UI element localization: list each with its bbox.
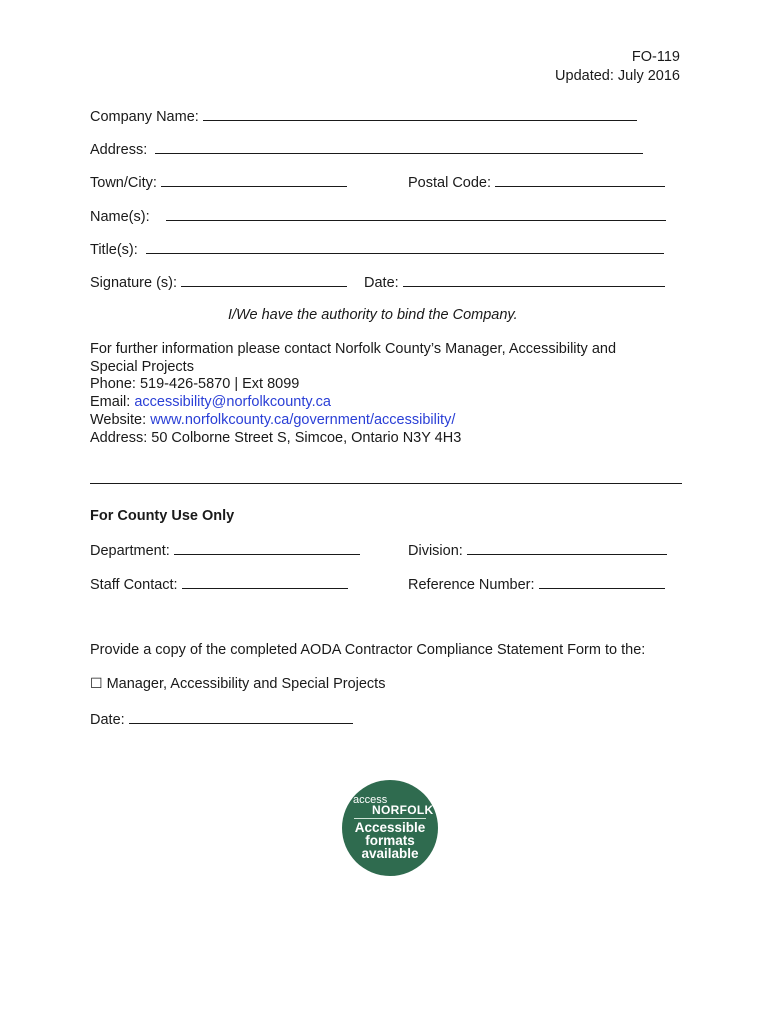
date-field[interactable] <box>403 272 665 287</box>
division-row <box>408 540 667 560</box>
norfolk-logo-text: NORFOLK <box>372 803 434 817</box>
company-name-row <box>90 106 637 126</box>
reference-number-field[interactable] <box>539 574 665 589</box>
staff-contact-label: Staff Contact: <box>90 577 178 593</box>
provide-date-field[interactable] <box>129 709 353 724</box>
division-label: Division: <box>408 543 463 559</box>
address-field[interactable] <box>155 139 643 154</box>
accessible-formats-badge <box>342 780 438 876</box>
staff-contact-row <box>90 574 348 594</box>
recipient-checkbox[interactable]: ☐ <box>90 676 103 692</box>
section-divider <box>90 483 682 484</box>
date-label: Date: <box>364 275 399 291</box>
badge-line-2: formats <box>365 833 415 848</box>
department-row <box>90 540 360 560</box>
address-row <box>90 139 643 159</box>
contact-phone: Phone: 519-426-5870 | Ext 8099 <box>90 376 300 392</box>
recipient-row <box>90 675 385 693</box>
names-field[interactable] <box>166 206 666 221</box>
provide-date-row <box>90 709 353 729</box>
email-link[interactable]: accessibility@norfolkcounty.ca <box>134 394 331 410</box>
contact-email-row <box>90 393 331 411</box>
signature-field[interactable] <box>181 272 347 287</box>
website-link[interactable]: www.norfolkcounty.ca/government/accessibility/ <box>150 412 456 428</box>
town-city-field[interactable] <box>161 172 347 187</box>
titles-row <box>90 239 664 259</box>
email-label: Email: <box>90 394 135 410</box>
contact-website-row <box>90 411 455 429</box>
address-label: Address: <box>90 142 148 158</box>
town-city-row <box>90 172 347 192</box>
contact-line-1: For further information please contact Norfolk County’s Manager, Accessibility and <box>90 341 617 357</box>
department-field[interactable] <box>174 540 360 555</box>
names-label: Name(s): <box>90 209 150 225</box>
postal-code-row <box>408 172 665 192</box>
access-logo-small: access <box>353 794 388 806</box>
provide-date-label: Date: <box>90 712 125 728</box>
badge-text <box>342 821 438 860</box>
signature-label: Signature (s): <box>90 275 178 291</box>
company-name-label: Company Name: <box>90 109 199 125</box>
badge-line-3: available <box>361 846 419 861</box>
reference-number-label: Reference Number: <box>408 577 535 593</box>
department-label: Department: <box>90 543 170 559</box>
titles-label: Title(s): <box>90 242 138 258</box>
company-name-field[interactable] <box>203 106 637 121</box>
website-label: Website: <box>90 412 151 428</box>
badge-line-1: Accessible <box>354 820 426 835</box>
town-city-label: Town/City: <box>90 175 157 191</box>
date-row <box>364 272 665 292</box>
staff-contact-field[interactable] <box>182 574 348 589</box>
authority-statement: I/We have the authority to bind the Company. <box>228 307 518 323</box>
names-row <box>90 206 666 226</box>
postal-code-field[interactable] <box>495 172 665 187</box>
badge-divider <box>354 818 426 819</box>
division-field[interactable] <box>467 540 667 555</box>
reference-number-row <box>408 574 665 594</box>
recipient-checkbox-label: Manager, Accessibility and Special Projects <box>106 676 386 692</box>
titles-field[interactable] <box>146 239 664 254</box>
postal-code-label: Postal Code: <box>408 175 492 191</box>
signature-row <box>90 272 347 292</box>
contact-address: Address: 50 Colborne Street S, Simcoe, Ontario N3Y 4H3 <box>90 430 462 446</box>
updated-date: Updated: July 2016 <box>555 68 680 84</box>
county-use-heading: For County Use Only <box>90 508 235 524</box>
provide-instruction: Provide a copy of the completed AODA Contractor Compliance Statement Form to the: <box>90 642 646 658</box>
form-id: FO-119 <box>631 49 680 65</box>
contact-line-2: Special Projects <box>90 359 194 375</box>
